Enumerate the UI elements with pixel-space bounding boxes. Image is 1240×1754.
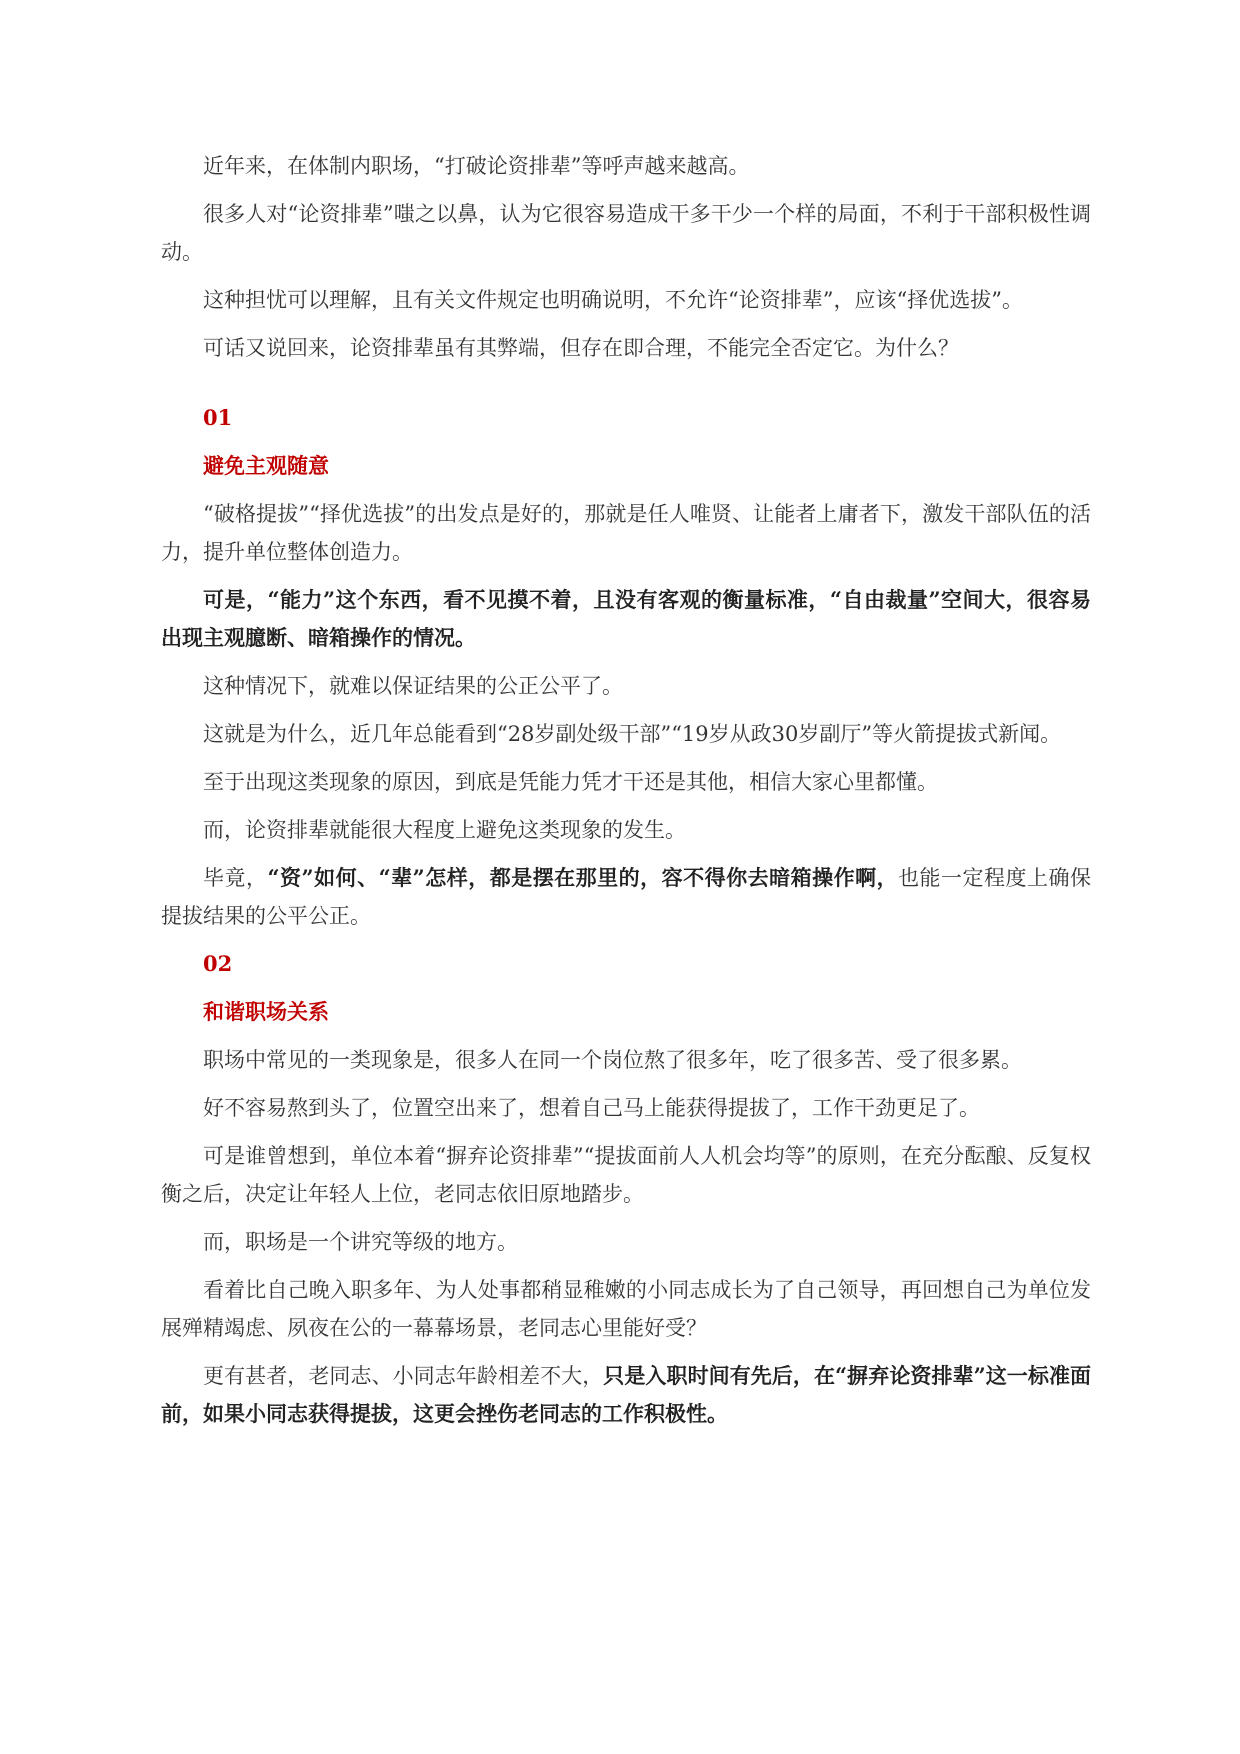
section-2-paragraph-2: 好不容易熬到头了，位置空出来了，想着自己马上能获得提拔了，工作干劲更足了。 <box>203 1096 980 1120</box>
section-2-paragraph-1: 职场中常见的一类现象是，很多人在同一个岗位熬了很多年，吃了很多苦、受了很多累。 <box>203 1048 1022 1072</box>
document-page <box>161 147 1091 1443</box>
section-1-paragraph-7-lead: 毕竟， <box>203 866 268 890</box>
section-1-paragraph-1: “破格提拔”“择优选拔”的出发点是好的，那就是任人唯贤、让能者上庸者下，激发干部队伍的活力，提升单位整体创造力。 <box>161 502 1091 564</box>
section-2-paragraph-6-emphasis: 只是入职时间有先后，在“摒弃论资排辈”这一标准面前，如果小同志获得提拔，这更会挫伤老同志的工作积极性。 <box>161 1363 1092 1426</box>
intro-paragraph-3: 这种担忧可以理解，且有关文件规定也明确说明，不允许“论资排辈”，应该“择优选拔”。 <box>203 288 1023 312</box>
section-2-paragraph-5: 看着比自己晚入职多年、为人处事都稍显稚嫩的小同志成长为了自己领导，再回想自己为单位发展殚精竭虑、夙夜在公的一幕幕场景，老同志心里能好受？ <box>161 1278 1091 1340</box>
section-1-paragraph-7-tail: 也能一定程度上确保提拔结果的公平公正。 <box>161 866 1091 928</box>
section-2-paragraph-3: 可是谁曾想到，单位本着“摒弃论资排辈”“提拔面前人人机会均等”的原则，在充分酝酿、反复权衡之后，决定让年轻人上位，老同志依旧原地踏步。 <box>161 1144 1091 1206</box>
section-1-title: 避免主观随意 <box>203 453 329 478</box>
section-1-paragraph-3: 这种情况下，就难以保证结果的公正公平了。 <box>203 674 623 698</box>
intro-paragraph-1: 近年来，在体制内职场，“打破论资排辈”等呼声越来越高。 <box>203 154 750 178</box>
section-1-paragraph-5: 至于出现这类现象的原因，到底是凭能力凭才干还是其他，相信大家心里都懂。 <box>203 770 938 794</box>
intro-paragraph-4: 可话又说回来，论资排辈虽有其弊端，但存在即合理，不能完全否定它。为什么？ <box>203 336 959 360</box>
section-2-paragraph-6-lead: 更有甚者，老同志、小同志年龄相差不大， <box>203 1364 604 1388</box>
section-1-number: 01 <box>203 405 233 430</box>
section-1-paragraph-6: 而，论资排辈就能很大程度上避免这类现象的发生。 <box>203 818 686 842</box>
section-1-paragraph-4: 这就是为什么，近几年总能看到“28岁副处级干部”“19岁从政30岁副厅”等火箭提拔式新闻。 <box>203 722 1062 746</box>
section-2-number: 02 <box>203 951 233 976</box>
section-2-paragraph-6 <box>161 1357 1091 1433</box>
intro-paragraph-2: 很多人对“论资排辈”嗤之以鼻，认为它很容易造成干多干少一个样的局面，不利于干部积极性调动。 <box>161 202 1091 264</box>
section-2-paragraph-4: 而，职场是一个讲究等级的地方。 <box>203 1230 518 1254</box>
section-1-paragraph-7-emphasis: “资”如何、“辈”怎样，都是摆在那里的，容不得你去暗箱操作啊， <box>267 865 899 890</box>
section-1-paragraph-7 <box>161 859 1091 935</box>
section-1-paragraph-2: 可是，“能力”这个东西，看不见摸不着，且没有客观的衡量标准，“自由裁量”空间大，很容易出现主观臆断、暗箱操作的情况。 <box>161 587 1091 650</box>
section-2-title: 和谐职场关系 <box>203 999 329 1024</box>
